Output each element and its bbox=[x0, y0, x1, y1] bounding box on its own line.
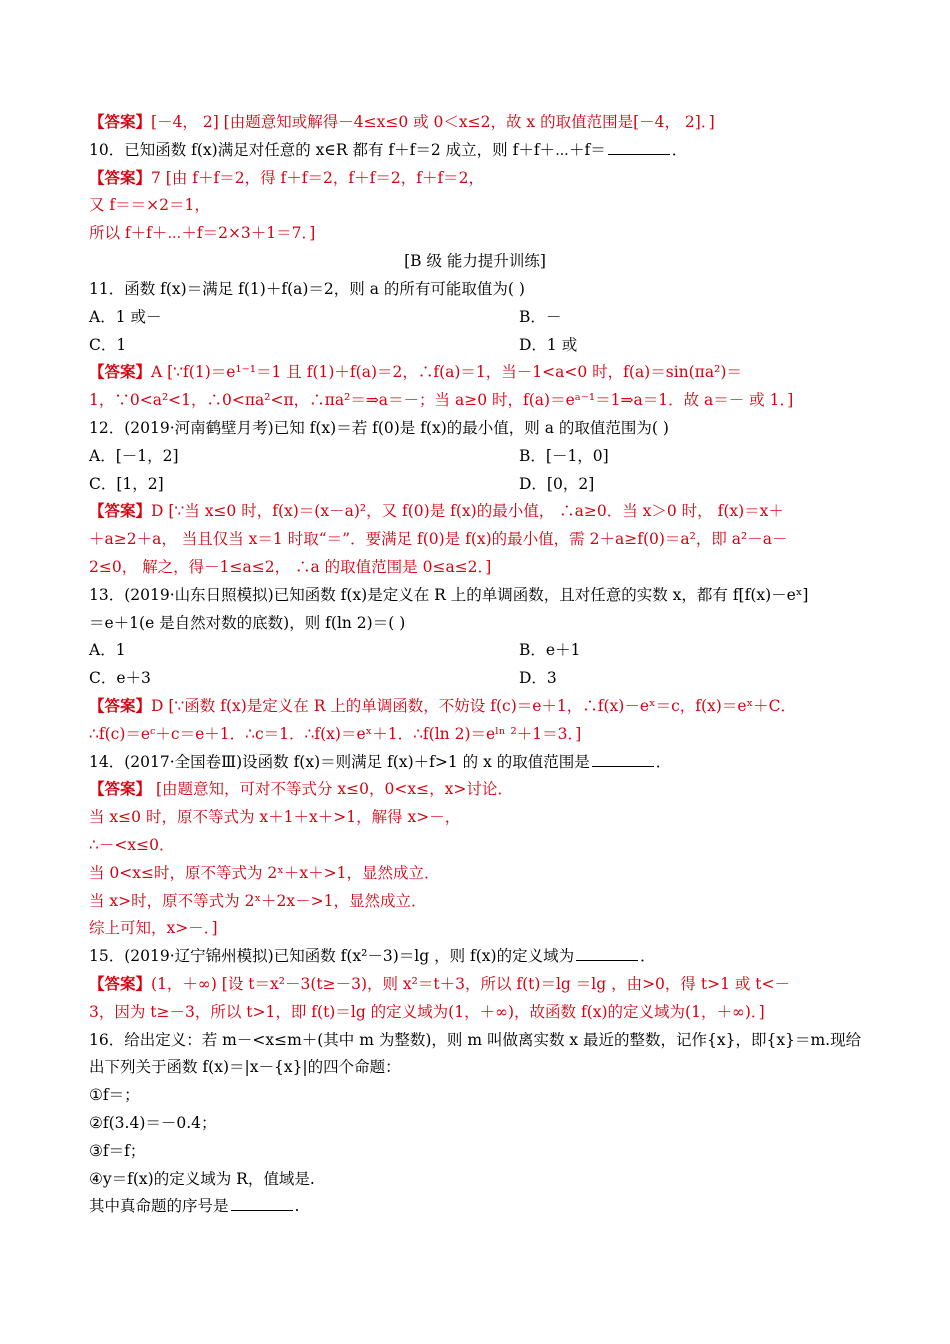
question-13: 13．(2019·山东日照模拟)已知函数 f(x)是定义在 R 上的单调函数，且对任意的实数 x，都有 f[f(x)－eˣ] bbox=[89, 586, 809, 604]
answer-14-line-6: 综上可知，x>－．] bbox=[89, 919, 218, 937]
answer-blank[interactable] bbox=[231, 1195, 293, 1211]
option-a: A．1 或－ bbox=[89, 308, 162, 326]
answer-11-line-2: 1，∵0<a²<1，∴0<πa²<π，∴πa²＝⇒a＝－；当 a≥0 时，f(a)＝eᵃ⁻¹＝1⇒a＝1．故 a＝－ 或 1．] bbox=[89, 391, 794, 409]
answer-15: 【答案】(1，＋∞) [设 t＝x²－3(t≥－3)，则 x²＝t＋3，所以 f(t)＝lg ＝lg ，由>0，得 t>1 或 t<－ bbox=[89, 974, 790, 993]
answer-12-line-3: 2≤0， 解之，得－1≤a≤2， ∴a 的取值范围是 0≤a≤2．] bbox=[89, 558, 492, 576]
answer-10-line-2: 又 f＝＝×2＝1， bbox=[89, 196, 210, 214]
proposition-4: ④y＝f(x)的定义域为 R，值域是. bbox=[89, 1170, 315, 1188]
option-b: B．e＋1 bbox=[519, 641, 581, 659]
options-13-cd bbox=[89, 667, 557, 689]
option-b: B．－ bbox=[519, 308, 562, 326]
answer-14-line-5: 当 x>时，原不等式为 2ˣ＋2x－>1，显然成立． bbox=[89, 892, 427, 910]
question-12: 12．(2019·河南鹤壁月考)已知 f(x)＝若 f(0)是 f(x)的最小值，则 a 的取值范围为( ) bbox=[89, 419, 669, 437]
question-16-prompt: 其中真命题的序号是 . bbox=[89, 1197, 300, 1215]
answer-12-line-2: ＋a≥2＋a， 当且仅当 x＝1 时取“＝”．要满足 f(0)是 f(x)的最小值，需 2＋a≥f(0)＝a²，即 a²－a－ bbox=[89, 530, 788, 548]
proposition-3: ③f＝f； bbox=[89, 1142, 146, 1160]
answer-9: 【答案】[－4， 2] [由题意知或解得－4≤x≤0 或 0＜x≤2，故 x 的取值范围是[－4， 2]．] bbox=[89, 112, 715, 131]
answer-10: 【答案】7 [由 f＋f＝2，得 f＋f＝2，f＋f＝2，f＋f＝2， bbox=[89, 168, 485, 187]
option-d: D．3 bbox=[519, 669, 557, 687]
question-10: 10．已知函数 f(x)满足对任意的 x∈R 都有 f＋f＝2 成立，则 f＋f＋⋯＋f＝ ． bbox=[89, 141, 688, 159]
answer-14-line-4: 当 0<x≤时，原不等式为 2ˣ＋x＋>1，显然成立． bbox=[89, 864, 440, 882]
question-15: 15．(2019·辽宁锦州模拟)已知函数 f(x²－3)＝lg ，则 f(x)的定义域为 ． bbox=[89, 947, 656, 965]
option-d: D．[0，2] bbox=[519, 475, 595, 493]
option-d: D．1 或 bbox=[519, 336, 578, 354]
answer-13: 【答案】D [∵函数 f(x)是定义在 R 上的单调函数，不妨设 f(c)＝e＋1，∴f(x)－eˣ＝c，f(x)＝eˣ＋C． bbox=[89, 696, 796, 715]
option-c: C．e＋3 bbox=[89, 669, 151, 687]
proposition-1: ①f＝； bbox=[89, 1086, 140, 1104]
option-a: A．[－1，2] bbox=[89, 447, 179, 465]
option-c: C．[1，2] bbox=[89, 475, 164, 493]
answer-14-line-3: ∴－<x≤0． bbox=[89, 836, 175, 854]
option-b: B．[－1，0] bbox=[519, 447, 609, 465]
option-a: A．1 bbox=[89, 641, 126, 659]
question-11: 11．函数 f(x)＝满足 f(1)＋f(a)＝2，则 a 的所有可能取值为( ) bbox=[89, 280, 525, 298]
answer-blank[interactable] bbox=[592, 751, 654, 767]
option-c: C．1 bbox=[89, 336, 127, 354]
question-13-line-2: ＝e＋1(e 是自然对数的底数)，则 f(ln 2)＝( ) bbox=[89, 614, 406, 632]
proposition-2: ②f(3.4)＝－0.4； bbox=[89, 1114, 217, 1132]
question-16: 16．给出定义：若 m－<x≤m＋(其中 m 为整数)，则 m 叫做离实数 x 最近的整数，记作{x}，即{x}＝m.现给 bbox=[89, 1031, 862, 1049]
answer-11: 【答案】A [∵f(1)＝e¹⁻¹＝1 且 f(1)＋f(a)＝2，∴f(a)＝1，当－1<a<0 时，f(a)＝sin(πa²)＝ bbox=[89, 362, 742, 381]
options-11-cd bbox=[89, 334, 578, 356]
section-heading: [B 级 能力提升训练] bbox=[404, 252, 546, 270]
answer-15-line-2: 3，因为 t≥－3，所以 t>1，即 f(t)＝lg 的定义域为(1，＋∞)，故函数 f(x)的定义域为(1，＋∞)．] bbox=[89, 1003, 765, 1021]
options-11-ab bbox=[89, 306, 562, 328]
answer-blank[interactable] bbox=[576, 945, 638, 961]
answer-13-line-2: ∴f(c)＝eᶜ＋c＝e＋1．∴c＝1．∴f(x)＝eˣ＋1．∴f(ln 2)＝eˡⁿ ²＋1＝3．] bbox=[89, 725, 582, 743]
question-14: 14．(2017·全国卷Ⅲ)设函数 f(x)＝则满足 f(x)＋f>1 的 x 的取值范围是 ． bbox=[89, 753, 672, 771]
answer-14: 【答案】 [由题意知，可对不等式分 x≤0，0<x≤，x>讨论． bbox=[89, 779, 513, 798]
options-13-ab bbox=[89, 639, 581, 661]
options-12-cd bbox=[89, 473, 595, 495]
answer-blank[interactable] bbox=[608, 139, 670, 155]
question-16-line-2: 出下列关于函数 f(x)＝|x－{x}|的四个命题： bbox=[89, 1058, 401, 1076]
options-12-ab bbox=[89, 445, 609, 467]
answer-12: 【答案】D [∵当 x≤0 时，f(x)＝(x－a)²，又 f(0)是 f(x)的最小值， ∴a≥0．当 x＞0 时， f(x)＝x＋ bbox=[89, 501, 784, 520]
answer-14-line-2: 当 x≤0 时，原不等式为 x＋1＋x＋>1，解得 x>－， bbox=[89, 808, 461, 826]
answer-10-line-3: 所以 f＋f＋⋯＋f＝2×3＋1＝7．] bbox=[89, 224, 316, 242]
